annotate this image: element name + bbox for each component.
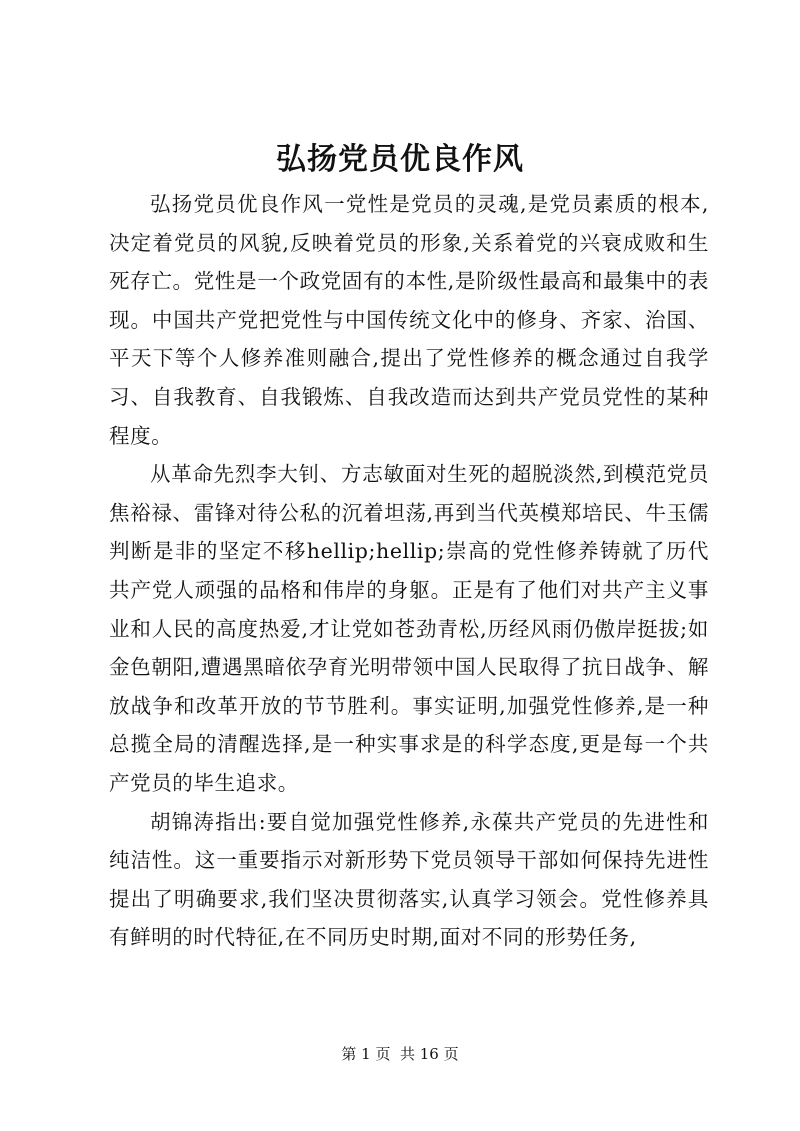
page-number-footer: 第 1 页 共 16 页	[341, 1045, 459, 1063]
paragraph: 胡锦涛指出:要自觉加强党性修养,永葆共产党员的先进性和纯洁性。这一重要指示对新形势下党员领导干部如何保持先进性提出了明确要求,我们坚决贯彻落实,认真学习领会。党性修养具有鲜明的时代特征,在不同历史时期,面对不同的形势任务,	[109, 809, 709, 950]
paragraph: 弘扬党员优良作风一党性是党员的灵魂,是党员素质的根本,决定着党员的风貌,反映着党员的形象,关系着党的兴衰成败和生死存亡。党性是一个政党固有的本性,是阶级性最高和最集中的表现。中国共产党把党性与中国传统文化中的修身、齐家、治国、平天下等个人修养准则融合,提出了党性修养的概念通过自我学习、自我教育、自我锻炼、自我改造而达到共产党员党性的某种程度。	[109, 192, 709, 448]
document-body	[109, 185, 709, 957]
paragraph: 从革命先烈李大钊、方志敏面对生死的超脱淡然,到模范党员焦裕禄、雷锋对待公私的沉着坦荡,再到当代英模郑培民、牛玉儒判断是非的坚定不移hellip;hellip;崇高的党性修养铸就了历代共产党人顽强的品格和伟岸的身躯。正是有了他们对共产主义事业和人民的高度热爱,才让党如苍劲青松,历经风雨仍傲岸挺拔;如金色朝阳,遭遇黑暗依孕育光明带领中国人民取得了抗日战争、解放战争和改革开放的节节胜利。事实证明,加强党性修养,是一种总揽全局的清醒选择,是一种实事求是的科学态度,更是每一个共产党员的毕生追求。	[109, 462, 709, 795]
document-title: 弘扬党员优良作风	[276, 142, 524, 177]
